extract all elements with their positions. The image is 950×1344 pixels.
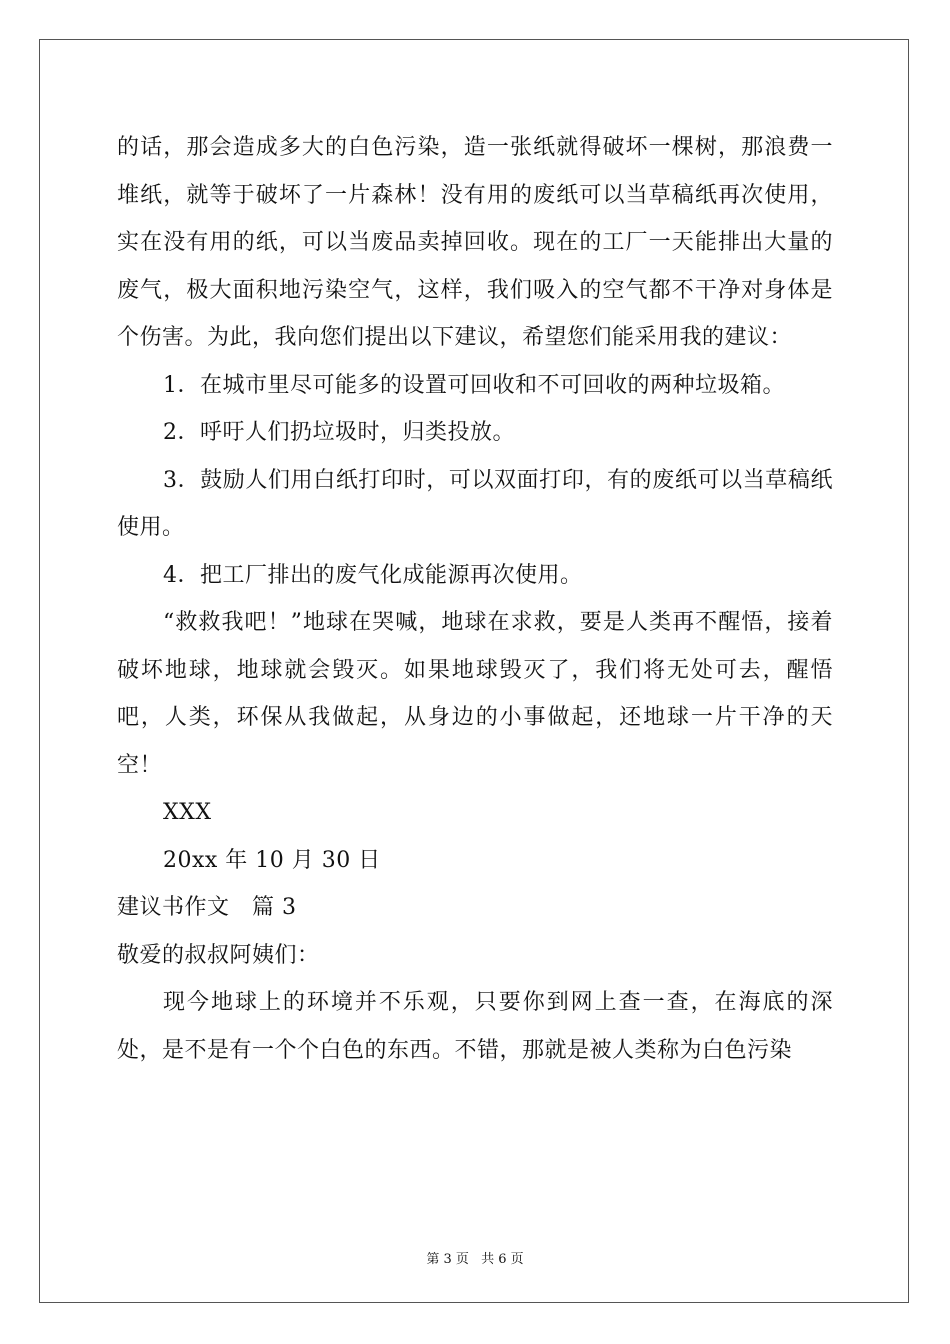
list-item-1: 1．在城市里尽可能多的设置可回收和不可回收的两种垃圾箱。 (163, 372, 785, 398)
document-body (117, 124, 833, 1074)
list-item-4: 4．把工厂排出的废气化成能源再次使用。 (163, 562, 583, 588)
page-total: 共 6 页 (481, 1252, 524, 1267)
paragraph-body: 现今地球上的环境并不乐观，只要你到网上查一查，在海底的深处，是不是有一个个白色的东西。不错，那就是被人类称为白色污染 (117, 990, 833, 1063)
page-footer (0, 1248, 950, 1267)
list-item-3: 3．鼓励人们用白纸打印时，可以双面打印，有的废纸可以当草稿纸使用。 (117, 467, 833, 540)
list-item-2: 2．呼吁人们扔垃圾时，归类投放。 (163, 420, 515, 445)
page-number: 第 3 页 (426, 1252, 469, 1267)
signature: XXX (163, 800, 212, 825)
paragraph-closing: “救救我吧！”地球在哭喊，地球在求救，要是人类再不醒悟，接着破坏地球，地球就会毁灭。如果地球毁灭了，我们将无处可去，醒悟吧，人类，环保从我做起，从身边的小事做起，还地球一片干净的天空！ (117, 610, 833, 778)
section-heading: 建议书作文 篇 3 (117, 895, 297, 920)
salutation: 敬爱的叔叔阿姨们： (117, 942, 320, 968)
date: 20xx 年 10 月 30 日 (163, 847, 381, 873)
paragraph-1: 的话，那会造成多大的白色污染，造一张纸就得破坏一棵树，那浪费一堆纸，就等于破坏了一片森林！没有用的废纸可以当草稿纸再次使用，实在没有用的纸，可以当废品卖掉回收。现在的工厂一天能排出大量的废气，极大面积地污染空气，这样，我们吸入的空气都不干净对身体是个伤害。为此，我向您们提出以下建议，希望您们能采用我的建议： (117, 135, 833, 350)
